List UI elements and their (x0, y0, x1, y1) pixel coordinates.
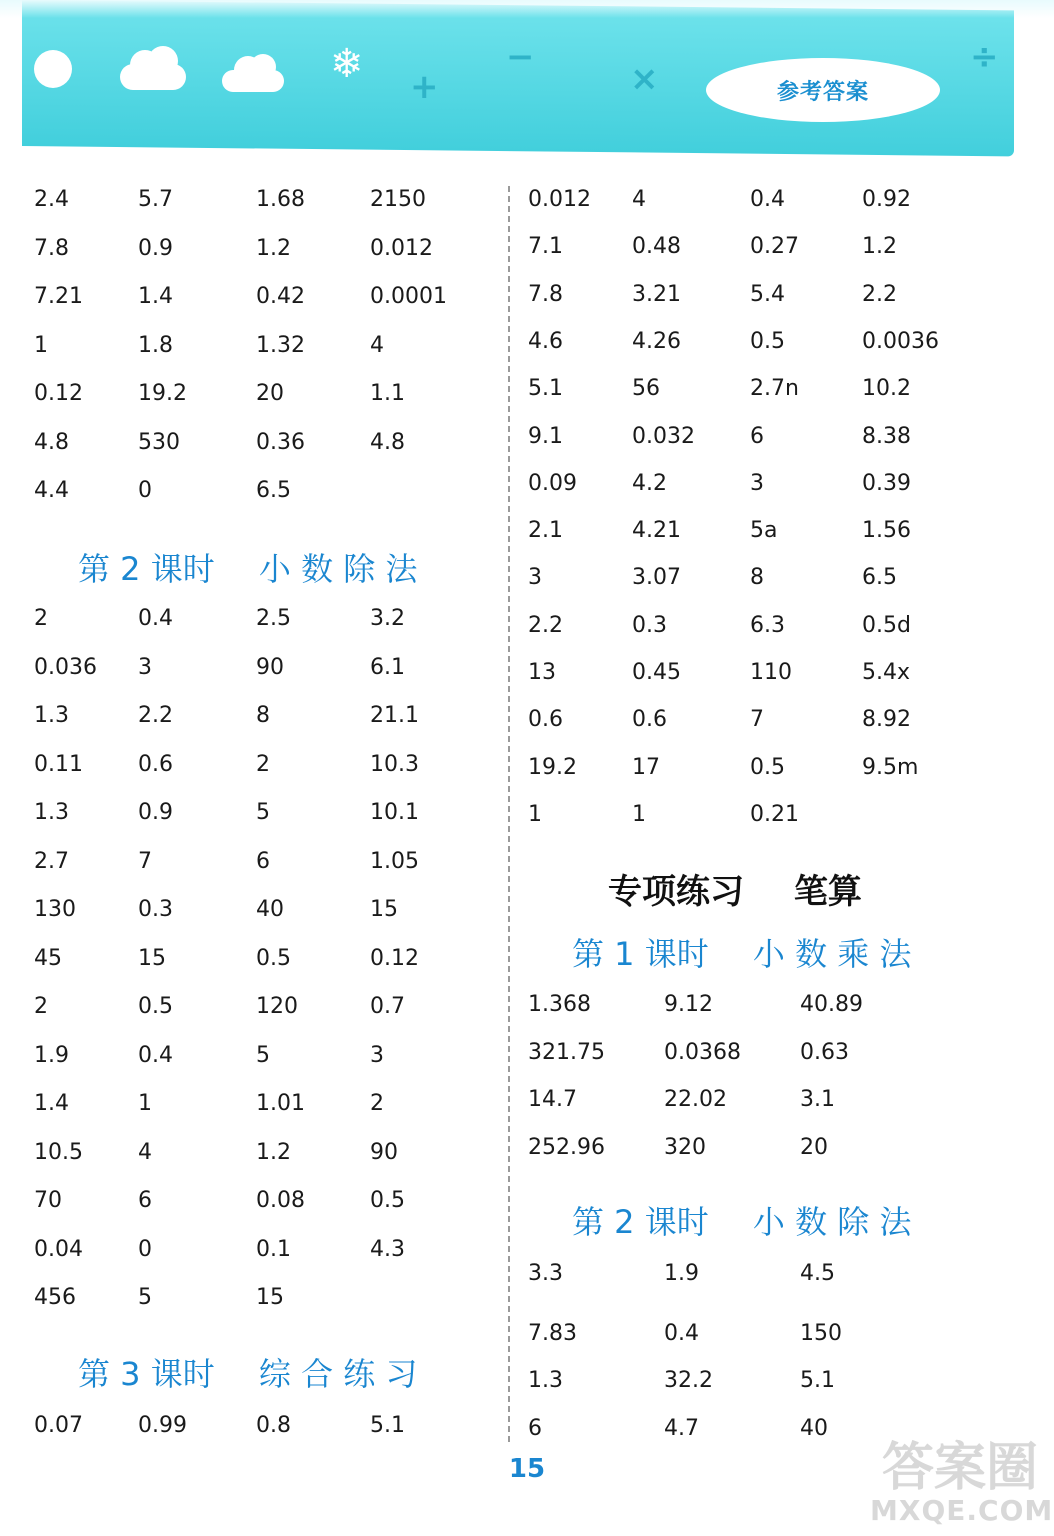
answer-cell: 0.08 (256, 1188, 305, 1213)
answer-cell: 2 (34, 606, 48, 631)
right-heading-lesson-2 (572, 1202, 911, 1242)
answer-cell: 19.2 (138, 381, 187, 406)
column-divider (508, 186, 510, 1442)
answer-cell: 321.75 (528, 1039, 605, 1065)
answer-cell: 15 (138, 945, 166, 971)
answer-cell: 1.368 (528, 992, 591, 1017)
answer-cell: 1.9 (664, 1261, 699, 1286)
answer-cell: 0.36 (256, 429, 305, 455)
answer-cell: 5.4 (750, 281, 785, 307)
answer-cell: 4 (138, 1139, 152, 1165)
answer-cell: 1.05 (370, 848, 419, 874)
answer-cell: 9.5m (862, 754, 919, 780)
answer-cell: 1 (138, 1091, 152, 1116)
lesson-label: 第 3 课时 (78, 1355, 215, 1393)
answer-cell: 1.32 (256, 332, 305, 358)
answer-cell: 0.0001 (370, 284, 447, 309)
answer-cell: 0 (138, 1236, 152, 1262)
answer-cell: 1 (528, 801, 542, 827)
answer-cell: 0.21 (750, 801, 799, 827)
sun-icon (34, 50, 72, 88)
answer-cell: 6 (528, 1415, 542, 1441)
answer-cell: 0.9 (138, 800, 173, 825)
answer-cell: 13 (528, 660, 556, 685)
answer-cell: 1.68 (256, 187, 305, 212)
answer-cell: 0.012 (370, 235, 433, 261)
answer-cell: 0.8 (256, 1413, 291, 1438)
answer-cell: 5 (138, 1285, 152, 1310)
answer-cell: 0.04 (34, 1236, 83, 1262)
answer-cell: 1.01 (256, 1091, 305, 1116)
answer-cell: 0.5 (138, 994, 173, 1019)
answer-cell: 3.3 (528, 1261, 563, 1286)
minus-sign: − (506, 37, 535, 77)
answer-cell: 0.9 (138, 235, 173, 261)
answer-cell: 6 (750, 423, 764, 449)
answer-cell: 9.1 (528, 423, 563, 449)
answer-cell: 0.92 (862, 187, 911, 212)
answer-cell: 7.83 (528, 1320, 577, 1346)
answer-cell: 1.2 (862, 234, 897, 260)
answer-cell: 8 (256, 703, 270, 728)
answer-cell: 0.12 (34, 381, 83, 406)
answer-cell: 0.5 (750, 754, 785, 780)
answer-cell: 110 (750, 660, 792, 685)
answer-cell: 10.1 (370, 800, 419, 825)
answer-badge-label: 参考答案 (776, 79, 869, 105)
topic-label: 小 数 除 法 (752, 1203, 912, 1241)
answer-cell: 1.4 (34, 1091, 69, 1116)
answer-cell: 0.4 (138, 606, 173, 631)
times-sign: × (630, 59, 659, 99)
answer-cell: 0.48 (632, 234, 681, 260)
answer-cell: 14.7 (528, 1087, 577, 1112)
answer-cell: 7.1 (528, 234, 563, 260)
answer-cell: 5 (256, 1042, 270, 1068)
answer-cell: 5.1 (800, 1368, 835, 1393)
answer-cell: 1.3 (34, 800, 69, 825)
answer-cell: 456 (34, 1285, 76, 1310)
answer-cell: 0.5d (862, 612, 911, 638)
answer-cell: 3 (370, 1042, 384, 1068)
main-heading-part1: 专项练习 (608, 872, 744, 912)
lesson-label: 第 2 课时 (78, 550, 215, 588)
answer-cell: 3 (528, 565, 542, 591)
answer-cell: 2 (34, 994, 48, 1019)
answer-cell: 0.63 (800, 1039, 849, 1065)
answer-cell: 8 (750, 565, 764, 591)
answer-cell: 0.6 (138, 751, 173, 777)
answer-cell: 6.1 (370, 654, 405, 680)
answer-cell: 40 (256, 897, 284, 922)
answer-cell: 17 (632, 754, 660, 780)
left-heading-lesson-3 (78, 1354, 417, 1394)
left-heading-lesson-2 (78, 549, 417, 589)
answer-cell: 4.6 (528, 328, 563, 354)
answer-cell: 6.5 (862, 565, 897, 591)
answer-cell: 40 (800, 1415, 828, 1441)
lesson-label: 第 1 课时 (572, 935, 709, 973)
answer-cell: 20 (800, 1134, 828, 1160)
lesson-label: 第 2 课时 (572, 1203, 709, 1241)
answer-cell: 3 (138, 654, 152, 680)
topic-label: 小 数 除 法 (258, 550, 418, 588)
answer-cell: 5.7 (138, 187, 173, 212)
answer-cell: 3.07 (632, 565, 681, 591)
answer-cell: 0.6 (632, 707, 667, 733)
answer-cell: 1.1 (370, 381, 405, 406)
answer-cell: 6.5 (256, 478, 291, 503)
answer-cell: 0.39 (862, 470, 911, 496)
answer-cell: 4.7 (664, 1415, 699, 1441)
topic-label: 综 合 练 习 (258, 1355, 418, 1393)
answer-cell: 4 (632, 187, 646, 212)
answer-cell: 2.5 (256, 606, 291, 631)
answer-cell: 0.4 (138, 1042, 173, 1068)
answer-cell: 0.036 (34, 654, 97, 680)
answer-cell: 0.07 (34, 1413, 83, 1438)
answer-cell: 4.21 (632, 518, 681, 544)
answer-cell: 4 (370, 332, 384, 358)
answer-cell: 5 (256, 800, 270, 825)
answer-cell: 1.3 (34, 703, 69, 728)
main-heading (608, 872, 862, 912)
answer-cell: 0.3 (138, 897, 173, 922)
answer-cell: 10.3 (370, 751, 419, 777)
answer-cell: 4.3 (370, 1236, 405, 1262)
answer-cell: 530 (138, 429, 180, 455)
answer-cell: 0.11 (34, 751, 83, 777)
answer-cell: 0.032 (632, 423, 695, 449)
answer-cell: 1.56 (862, 518, 911, 544)
answer-cell: 2.7n (750, 376, 799, 402)
answer-cell: 7.21 (34, 284, 83, 309)
answer-cell: 15 (370, 897, 398, 922)
answer-cell: 9.12 (664, 992, 713, 1017)
answer-cell: 0.6 (528, 707, 563, 733)
answer-cell: 4.8 (370, 429, 405, 455)
answer-cell: 3.21 (632, 281, 681, 307)
answer-cell: 3 (750, 470, 764, 496)
answer-cell: 1.2 (256, 235, 291, 261)
right-heading-lesson-1 (572, 934, 911, 974)
answer-cell: 2.4 (34, 187, 69, 212)
answer-cell: 252.96 (528, 1134, 605, 1160)
answer-cell: 1.4 (138, 284, 173, 309)
answer-cell: 90 (256, 654, 284, 680)
answer-cell: 6.3 (750, 612, 785, 638)
header-fade (0, 0, 1054, 18)
answer-cell: 120 (256, 994, 298, 1019)
answer-cell: 5.4x (862, 660, 911, 685)
answer-cell: 7 (138, 848, 152, 874)
answer-cell: 45 (34, 945, 62, 971)
answer-cell: 0.42 (256, 284, 305, 309)
answer-cell: 21.1 (370, 703, 419, 728)
answer-cell: 3.2 (370, 606, 405, 631)
answer-cell: 1.3 (528, 1368, 563, 1393)
answer-cell: 4.26 (632, 328, 681, 354)
answer-badge (706, 58, 940, 122)
watermark (870, 1438, 1054, 1530)
answer-cell: 7 (750, 707, 764, 733)
answer-cell: 20 (256, 381, 284, 406)
answer-cell: 1.8 (138, 332, 173, 358)
answer-cell: 5.1 (370, 1413, 405, 1438)
plus-sign: + (410, 67, 439, 107)
answer-cell: 19.2 (528, 754, 577, 780)
answer-cell: 0.0036 (862, 328, 939, 354)
answer-cell: 7.8 (34, 235, 69, 261)
answer-cell: 3.1 (800, 1087, 835, 1112)
answer-cell: 15 (256, 1285, 284, 1310)
answer-cell: 0.3 (632, 612, 667, 638)
answer-cell: 2.7 (34, 848, 69, 874)
answer-cell: 5.1 (528, 376, 563, 402)
snowflake-icon: ❄ (330, 41, 364, 87)
answer-cell: 0.99 (138, 1413, 187, 1438)
answer-cell: 0.5 (750, 328, 785, 354)
answer-cell: 0 (138, 478, 152, 503)
answer-cell: 22.02 (664, 1087, 727, 1112)
answer-cell: 0.12 (370, 945, 419, 971)
answer-cell: 0.4 (664, 1320, 699, 1346)
answer-cell: 32.2 (664, 1368, 713, 1393)
answer-cell: 0.5 (370, 1188, 405, 1213)
answer-cell: 1.2 (256, 1139, 291, 1165)
watermark-text: 答案圈 (881, 1438, 1038, 1498)
rain-cloud-icon (222, 54, 284, 104)
answer-cell: 40.89 (800, 992, 863, 1017)
answer-cell: 2.2 (528, 612, 563, 638)
answer-cell: 4.8 (34, 429, 69, 455)
answer-cell: 8.38 (862, 423, 911, 449)
topic-label: 小 数 乘 法 (752, 935, 912, 973)
answer-cell: 10.2 (862, 376, 911, 402)
answer-cell: 7.8 (528, 281, 563, 307)
answer-cell: 5a (750, 518, 778, 544)
answer-cell: 0.45 (632, 660, 681, 685)
answer-cell: 90 (370, 1139, 398, 1165)
answer-cell: 2 (370, 1091, 384, 1116)
answer-cell: 0.09 (528, 470, 577, 496)
answer-cell: 6 (138, 1188, 152, 1213)
answer-cell: 0.5 (256, 945, 291, 971)
answer-cell: 0.4 (750, 187, 785, 212)
answer-cell: 0.1 (256, 1236, 291, 1262)
answer-cell: 8.92 (862, 707, 911, 733)
answer-cell: 4.2 (632, 470, 667, 496)
answer-cell: 0.0368 (664, 1039, 741, 1065)
answer-cell: 1 (632, 801, 646, 827)
answer-cell: 1.9 (34, 1042, 69, 1068)
answer-cell: 2150 (370, 187, 426, 212)
watermark-url: MXQE.COM (870, 1494, 1054, 1527)
answer-cell: 56 (632, 376, 660, 402)
answer-cell: 2.2 (862, 281, 897, 307)
answer-cell: 130 (34, 897, 76, 922)
answer-cell: 0.7 (370, 994, 405, 1019)
answer-cell: 150 (800, 1320, 842, 1346)
cloud-icon (120, 46, 186, 90)
page-number: 15 (508, 1454, 546, 1484)
answer-cell: 4.5 (800, 1261, 835, 1286)
answer-cell: 10.5 (34, 1139, 83, 1165)
answer-cell: 70 (34, 1188, 62, 1213)
answer-cell: 0.012 (528, 187, 591, 212)
answer-cell: 6 (256, 848, 270, 874)
answer-cell: 0.27 (750, 234, 799, 260)
answer-cell: 4.4 (34, 478, 69, 503)
divide-sign: ÷ (970, 37, 999, 77)
answer-cell: 2 (256, 751, 270, 777)
main-heading-part2: 笔算 (793, 872, 862, 912)
answer-cell: 320 (664, 1134, 706, 1160)
answer-cell: 2.1 (528, 518, 563, 544)
answer-cell: 2.2 (138, 703, 173, 728)
answer-cell: 1 (34, 332, 48, 358)
